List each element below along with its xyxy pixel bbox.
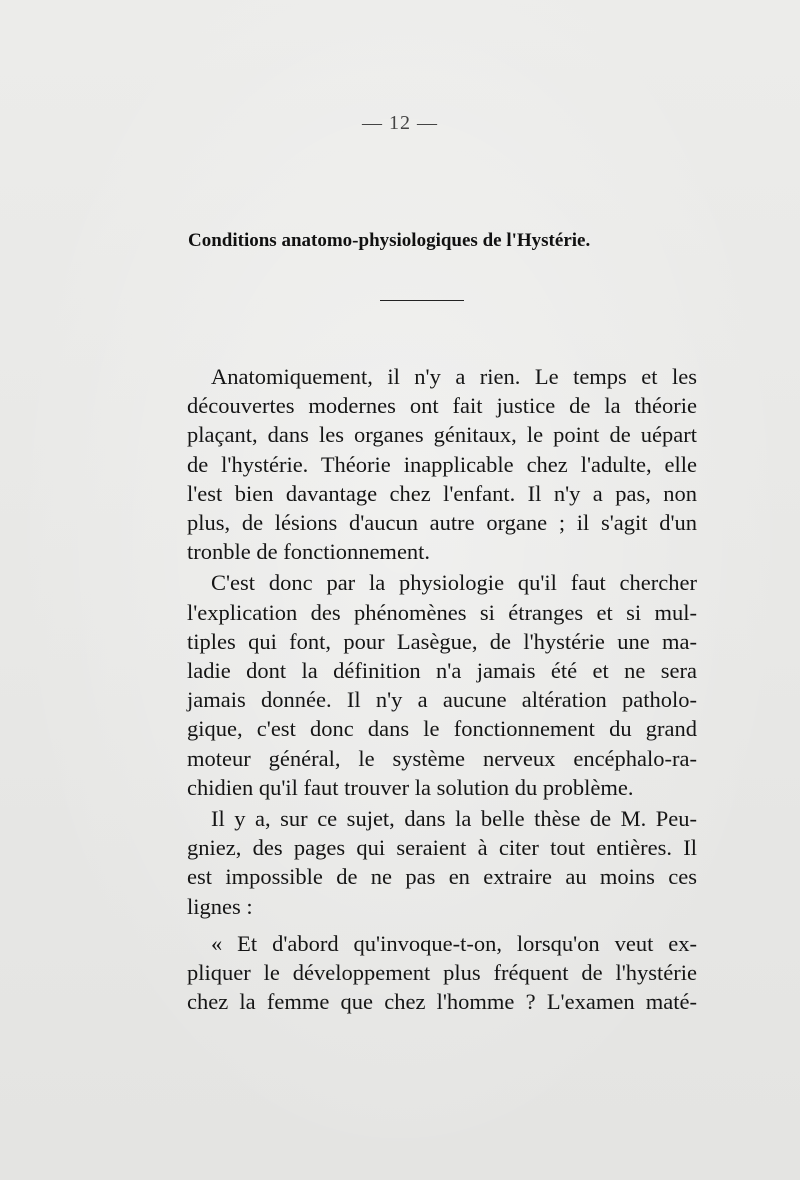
text-line: gique, c'est donc dans le fonctionnement du grand bbox=[187, 716, 697, 742]
text-line: plus, de lésions d'aucun autre organe ; il s'agit d'un bbox=[187, 510, 697, 536]
text-line: lignes : bbox=[187, 893, 253, 919]
page-number: — 12 — bbox=[362, 112, 438, 134]
text-line: chez la femme que chez l'homme ? L'examen maté- bbox=[187, 989, 697, 1015]
text-line: jamais donnée. Il n'y a aucune altération patholo- bbox=[187, 687, 697, 713]
text-line: chidien qu'il faut trouver la solution du problème. bbox=[187, 774, 634, 800]
text-line: l'explication des phénomènes si étranges et si mul- bbox=[187, 599, 697, 625]
text-line: moteur général, le système nerveux encéphalo-ra- bbox=[187, 745, 697, 771]
text-line: de l'hystérie. Théorie inapplicable chez l'adulte, elle bbox=[187, 451, 697, 477]
text-line: « Et d'abord qu'invoque-t-on, lorsqu'on veut ex- bbox=[211, 930, 697, 956]
text-line: tronble de fonctionnement. bbox=[187, 539, 431, 565]
paragraph-1 bbox=[163, 362, 697, 566]
text-line: C'est donc par la physiologie qu'il faut chercher bbox=[211, 570, 697, 596]
text-line: Il y a, sur ce sujet, dans la belle thèse de M. Peu- bbox=[211, 806, 697, 832]
body-text bbox=[163, 362, 697, 1018]
text-line: Anatomiquement, il n'y a rien. Le temps et les bbox=[211, 364, 697, 389]
text-line: découvertes modernes ont fait justice de la théorie bbox=[187, 393, 697, 419]
paragraph-2 bbox=[163, 568, 697, 802]
section-title: Conditions anatomo-physiologiques de l'Hystérie. bbox=[188, 230, 591, 251]
text-line: pliquer le développement plus fréquent de l'hystérie bbox=[187, 960, 697, 986]
text-line: plaçant, dans les organes génitaux, le point de uépart bbox=[187, 422, 697, 448]
text-line: ladie dont la définition n'a jamais été et ne sera bbox=[187, 658, 697, 684]
text-line: gniez, des pages qui seraient à citer tout entières. Il bbox=[187, 835, 697, 861]
paragraph-3 bbox=[163, 804, 697, 921]
text-line: est impossible de ne pas en extraire au moins ces bbox=[187, 864, 697, 890]
title-divider bbox=[380, 300, 464, 301]
text-line: l'est bien davantage chez l'enfant. Il n'y a pas, non bbox=[187, 480, 697, 506]
text-line: tiples qui font, pour Lasègue, de l'hystérie une ma- bbox=[187, 628, 697, 654]
paragraph-4 bbox=[163, 929, 697, 1017]
